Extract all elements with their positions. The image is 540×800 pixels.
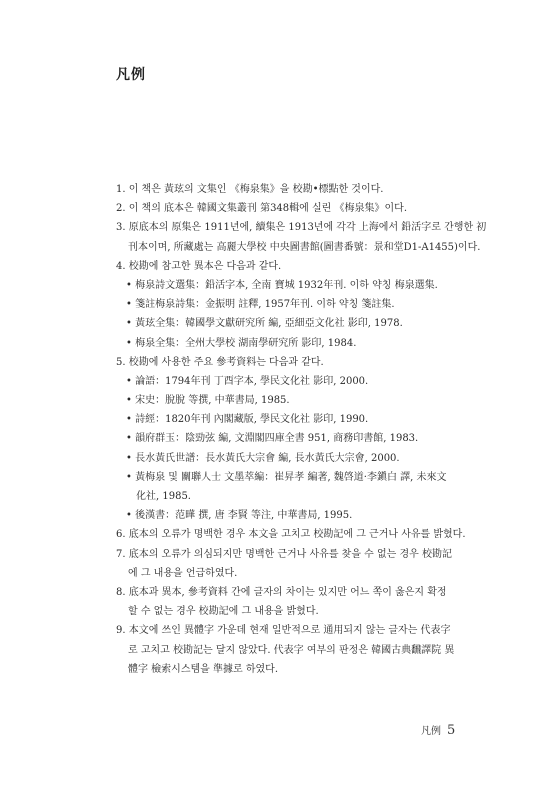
preface-line: 體字 檢索시스템을 準據로 하였다. [128, 663, 278, 675]
preface-line: 에 그 내용을 언급하였다. [128, 567, 238, 579]
preface-line: 8. 底本과 異本, 參考資料 간에 글자의 차이는 있지만 어느 쪽이 옳은지 확정 [116, 586, 447, 598]
reference-line: • 黃梅泉 및 關聯人士 文墨萃編：崔昇孝 編著, 魏啓道·李鎭白 譯, 未來文 [126, 471, 447, 483]
preface-line: 7. 底本의 오류가 의심되지만 명백한 근거나 사유를 찾을 수 없는 경우 校勘記 [116, 548, 453, 560]
preface-line: 4. 校勘에 참고한 異本은 다음과 같다. [116, 260, 282, 272]
reference-line: • 後漢書：范曄 撰, 唐 李賢 等注, 中華書局, 1995. [126, 510, 353, 522]
preface-line: 2. 이 책의 底本은 韓國文集叢刊 第348輯에 실린 《梅泉集》이다. [116, 203, 407, 215]
footer-label: 凡例 [421, 726, 441, 737]
reference-line: • 論語：1794年刊 丁酉字本, 學民文化社 影印, 2000. [126, 375, 369, 387]
preface-line: 6. 底本의 오류가 명백한 경우 本文을 고치고 校勘記에 그 근거나 사유를 밝혔다. [116, 529, 466, 541]
reference-line: 化社, 1985. [136, 491, 191, 502]
reference-line: • 詩經：1820年刊 內閣藏版, 學民文化社 影印, 1990. [126, 414, 369, 426]
reference-line: • 箋註梅泉詩集：金振明 註釋, 1957年刊. 이하 약칭 箋註集. [126, 299, 395, 311]
page-footer [421, 722, 455, 738]
preface-line: 5. 校勘에 사용한 주요 參考資料는 다음과 같다. [116, 356, 324, 368]
preface-line: 9. 本文에 쓰인 異體字 가운데 현재 일반적으로 通用되지 않는 글자는 代表字 [116, 625, 451, 637]
page-number: 5 [447, 723, 456, 738]
reference-line: • 黃玹全集：韓國學文獻研究所 編, 亞細亞文化社 影印, 1978. [126, 318, 403, 330]
reference-line: • 長水黃氏世譜：長水黃氏大宗會 編, 長水黃氏大宗會, 2000. [126, 452, 400, 464]
reference-line: • 宋史：脫脫 等撰, 中華書局, 1985. [126, 395, 290, 407]
reference-line: • 梅泉詩文選集：鉛活字本, 全南 寶城 1932年刊. 이하 약칭 梅泉選集. [126, 279, 438, 291]
preface-line: 刊本이며, 所藏處는 高麗大學校 中央圖書館(圖書番號：景和堂D1-A1455)이다. [128, 241, 481, 253]
reference-line: • 梅泉全集：全州大學校 湖南學研究所 影印, 1984. [126, 337, 357, 349]
reference-line: • 韻府群玉：陰勁弦 編, 文淵閣四庫全書 951, 商務印書館, 1983. [126, 433, 419, 445]
preface-content [116, 180, 488, 679]
page-title: 凡例 [116, 67, 146, 83]
preface-line: 3. 原底本의 原集은 1911년에, 續集은 1913년에 각각 上海에서 鉛活字로 간행한 初 [116, 222, 487, 234]
preface-line: 할 수 없는 경우 校勘記에 그 내용을 밝혔다. [128, 606, 319, 618]
preface-line: 로 고치고 校勘記는 달지 않았다. 代表字 여부의 판정은 韓國古典飜譯院 異 [128, 644, 455, 656]
preface-line: 1. 이 책은 黃玹의 文集인 《梅泉集》을 校勘•標點한 것이다. [116, 184, 384, 195]
